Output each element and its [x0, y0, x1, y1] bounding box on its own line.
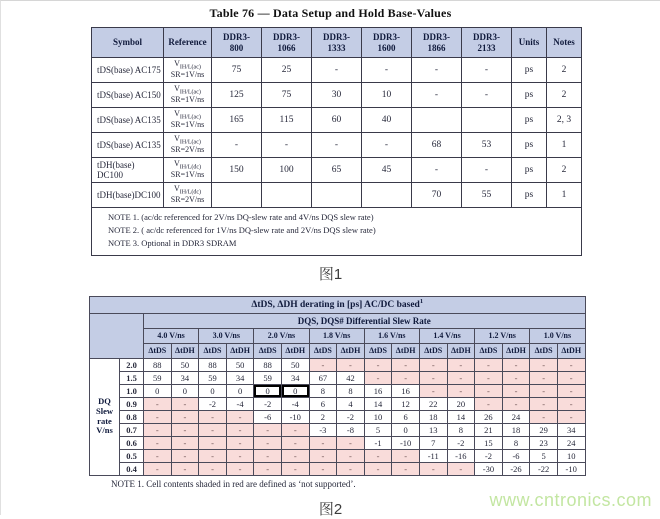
value-cell: - — [462, 158, 512, 183]
derating-value-cell: 24 — [502, 410, 530, 423]
not-supported-cell: - — [171, 462, 199, 475]
derating-value-cell: -10 — [392, 436, 420, 449]
column-header: DDR3- 1333 — [312, 28, 362, 58]
value-cell — [212, 183, 262, 208]
table1-row — [92, 158, 582, 183]
reference-voltage: $V_{IH/L(ac)}$ — [174, 59, 201, 71]
subcolumn-header: ΔtDH — [337, 343, 365, 358]
not-supported-cell: - — [144, 462, 172, 475]
table1-note-line: NOTE 3. Optional in DDR3 SDRAM — [108, 238, 237, 249]
column-header: DDR3- 800 — [212, 28, 262, 58]
derating-value-cell: 6 — [309, 397, 337, 410]
table2-subcolumns-row — [90, 343, 586, 358]
reference-cell — [164, 58, 212, 83]
not-supported-cell: - — [281, 462, 309, 475]
derating-value-cell: 16 — [392, 384, 420, 397]
table2-row — [90, 384, 586, 397]
subcolumn-header: ΔtDS — [254, 343, 282, 358]
not-supported-cell: - — [281, 436, 309, 449]
reference-slew-rate: SR=1V/ns — [170, 70, 205, 80]
not-supported-cell: - — [337, 449, 365, 462]
symbol-cell: tDS(base) AC135 — [92, 133, 164, 158]
not-supported-cell: - — [199, 436, 227, 449]
value-cell: 70 — [412, 183, 462, 208]
value-cell: 53 — [462, 133, 512, 158]
derating-value-cell: 4 — [337, 397, 365, 410]
column-header: DDR3- 2133 — [462, 28, 512, 58]
table1-title: Table 76 — Data Setup and Hold Base-Values — [209, 6, 452, 20]
value-cell — [412, 108, 462, 133]
derating-value-cell: -2 — [337, 410, 365, 423]
reference-voltage: $V_{IH/L(ac)}$ — [174, 84, 201, 96]
not-supported-cell: - — [502, 384, 530, 397]
derating-value-cell: -4 — [226, 397, 254, 410]
derating-value-cell: 34 — [226, 371, 254, 384]
table1-note-line: NOTE 1. (ac/dc referenced for 2V/ns DQ-slew rate and 4V/ns DQS slew rate) — [108, 212, 374, 222]
units-cell: ps — [512, 183, 547, 208]
slew-rate-column-header: 4.0 V/ns — [144, 328, 199, 343]
derating-value-cell: -16 — [447, 449, 475, 462]
derating-value-cell: -6 — [254, 410, 282, 423]
not-supported-cell: - — [254, 462, 282, 475]
derating-value-cell: 50 — [171, 358, 199, 371]
table1 — [91, 27, 582, 256]
not-supported-cell: - — [144, 449, 172, 462]
figure1-caption: 图1 — [318, 265, 343, 283]
column-header: Notes — [547, 28, 582, 58]
value-cell: 40 — [362, 108, 412, 133]
subcolumn-header: ΔtDS — [475, 343, 503, 358]
value-cell: 60 — [312, 108, 362, 133]
table2-title-superscript: 1 — [419, 298, 424, 306]
derating-value-cell: 8 — [309, 384, 337, 397]
notes-ref-cell: 2, 3 — [547, 108, 582, 133]
symbol-cell: tDS(base) AC150 — [92, 83, 164, 108]
derating-value-cell: -2 — [199, 397, 227, 410]
reference-voltage: $V_{IH/L(dc)}$ — [173, 184, 202, 196]
highlighted-derating-cell: 0 — [281, 384, 309, 397]
derating-value-cell: 26 — [475, 410, 503, 423]
dq-slew-rate-label: DQ Slew rate V/ns — [90, 358, 120, 475]
derating-value-cell: 0 — [392, 423, 420, 436]
column-header: DDR3- 1866 — [412, 28, 462, 58]
not-supported-cell: - — [309, 436, 337, 449]
derating-value-cell: 24 — [557, 436, 585, 449]
value-cell: 115 — [262, 108, 312, 133]
not-supported-cell: - — [475, 371, 503, 384]
table1-row — [92, 83, 582, 108]
subcolumn-header: ΔtDH — [502, 343, 530, 358]
not-supported-cell: - — [199, 449, 227, 462]
derating-value-cell: 88 — [199, 358, 227, 371]
slew-rate-column-header: 1.8 V/ns — [309, 328, 364, 343]
table2-corner-cell — [90, 313, 144, 358]
derating-value-cell: 0 — [199, 384, 227, 397]
not-supported-cell: - — [557, 384, 585, 397]
subcolumn-header: ΔtDH — [557, 343, 585, 358]
column-header: Units — [512, 28, 547, 58]
not-supported-cell: - — [364, 462, 392, 475]
not-supported-cell: - — [392, 449, 420, 462]
derating-value-cell: 34 — [171, 371, 199, 384]
not-supported-cell: - — [199, 462, 227, 475]
value-cell: 125 — [212, 83, 262, 108]
value-cell: 10 — [362, 83, 412, 108]
not-supported-cell: - — [530, 371, 558, 384]
derating-value-cell: 34 — [281, 371, 309, 384]
notes-ref-cell: 2 — [547, 158, 582, 183]
table2-row — [90, 371, 586, 384]
derating-value-cell: 59 — [144, 371, 172, 384]
derating-value-cell: 2 — [309, 410, 337, 423]
derating-value-cell: -8 — [337, 423, 365, 436]
reference-voltage: $V_{IH/L(ac)}$ — [174, 134, 201, 146]
value-cell: 30 — [312, 83, 362, 108]
derating-value-cell: 18 — [419, 410, 447, 423]
value-cell: - — [212, 133, 262, 158]
not-supported-cell: - — [226, 410, 254, 423]
derating-value-cell: 18 — [502, 423, 530, 436]
dq-slew-rate-value: 1.0 — [120, 384, 144, 397]
dq-slew-rate-value: 2.0 — [120, 358, 144, 371]
not-supported-cell: - — [171, 449, 199, 462]
subcolumn-header: ΔtDS — [419, 343, 447, 358]
table1-notes — [92, 208, 582, 256]
symbol-cell: tDS(base) AC175 — [92, 58, 164, 83]
derating-value-cell: 0 — [171, 384, 199, 397]
notes-ref-cell: 1 — [547, 133, 582, 158]
derating-value-cell: -6 — [502, 449, 530, 462]
derating-value-cell: 50 — [281, 358, 309, 371]
symbol-cell: tDH(base) DC100 — [92, 158, 164, 183]
derating-value-cell: 0 — [144, 384, 172, 397]
not-supported-cell: - — [475, 358, 503, 371]
derating-value-cell: 6 — [392, 410, 420, 423]
not-supported-cell: - — [557, 397, 585, 410]
figure2-caption: 图2 — [318, 500, 343, 518]
not-supported-cell: - — [337, 462, 365, 475]
derating-value-cell: 22 — [419, 397, 447, 410]
reference-cell — [164, 158, 212, 183]
derating-value-cell: 5 — [364, 423, 392, 436]
derating-value-cell: -2 — [254, 397, 282, 410]
not-supported-cell: - — [226, 423, 254, 436]
not-supported-cell: - — [226, 449, 254, 462]
not-supported-cell: - — [530, 384, 558, 397]
units-cell: ps — [512, 108, 547, 133]
derating-value-cell: 59 — [254, 371, 282, 384]
not-supported-cell: - — [309, 449, 337, 462]
derating-value-cell: 50 — [226, 358, 254, 371]
not-supported-cell: - — [447, 358, 475, 371]
symbol-cell: tDS(base) AC135 — [92, 108, 164, 133]
derating-value-cell: -30 — [475, 462, 503, 475]
reference-slew-rate: SR=1V/ns — [170, 120, 205, 130]
units-cell: ps — [512, 133, 547, 158]
value-cell — [262, 183, 312, 208]
symbol-cell: tDH(base)DC100 — [92, 183, 164, 208]
dq-slew-rate-value: 0.8 — [120, 410, 144, 423]
not-supported-cell: - — [392, 371, 420, 384]
subcolumn-header: ΔtDH — [171, 343, 199, 358]
derating-value-cell: 14 — [447, 410, 475, 423]
derating-value-cell: 42 — [337, 371, 365, 384]
slew-rate-column-header: 3.0 V/ns — [199, 328, 254, 343]
table2-title-text: ΔtDS, ΔDH derating in [ps] AC/DC based — [251, 300, 420, 311]
value-cell: 55 — [462, 183, 512, 208]
not-supported-cell: - — [419, 358, 447, 371]
value-cell — [362, 183, 412, 208]
table1-row — [92, 133, 582, 158]
table1-row — [92, 183, 582, 208]
slew-rate-column-header: 2.0 V/ns — [254, 328, 309, 343]
value-cell: - — [412, 58, 462, 83]
table2-row — [90, 423, 586, 436]
not-supported-cell: - — [226, 462, 254, 475]
derating-value-cell: 10 — [557, 449, 585, 462]
reference-cell — [164, 133, 212, 158]
value-cell: 68 — [412, 133, 462, 158]
table2-row — [90, 397, 586, 410]
table2-row — [90, 410, 586, 423]
derating-value-cell: 16 — [364, 384, 392, 397]
not-supported-cell: - — [557, 371, 585, 384]
subcolumn-header: ΔtDS — [364, 343, 392, 358]
table1-note-line: NOTE 2. ( ac/dc referenced for 1V/ns DQ-slew rate and 2V/ns DQS slew rate) — [108, 225, 376, 236]
not-supported-cell: - — [419, 462, 447, 475]
derating-value-cell: 10 — [364, 410, 392, 423]
not-supported-cell: - — [364, 358, 392, 371]
not-supported-cell: - — [171, 410, 199, 423]
not-supported-cell: - — [364, 371, 392, 384]
units-cell: ps — [512, 158, 547, 183]
table1-row — [92, 108, 582, 133]
not-supported-cell: - — [502, 358, 530, 371]
not-supported-cell: - — [530, 358, 558, 371]
dq-slew-rate-value: 0.7 — [120, 423, 144, 436]
derating-value-cell: 59 — [199, 371, 227, 384]
not-supported-cell: - — [475, 384, 503, 397]
not-supported-cell: - — [502, 371, 530, 384]
value-cell: 100 — [262, 158, 312, 183]
subcolumn-header: ΔtDH — [447, 343, 475, 358]
subcolumn-header: ΔtDH — [281, 343, 309, 358]
value-cell: 165 — [212, 108, 262, 133]
value-cell: 75 — [212, 58, 262, 83]
derating-value-cell: 8 — [447, 423, 475, 436]
not-supported-cell: - — [475, 397, 503, 410]
value-cell: - — [412, 158, 462, 183]
derating-value-cell: -2 — [475, 449, 503, 462]
derating-value-cell: 15 — [475, 436, 503, 449]
derating-value-cell: 7 — [419, 436, 447, 449]
reference-cell — [164, 83, 212, 108]
derating-value-cell: -2 — [447, 436, 475, 449]
not-supported-cell: - — [309, 358, 337, 371]
table2-row — [90, 358, 586, 371]
dq-slew-rate-value: 0.6 — [120, 436, 144, 449]
reference-voltage: $V_{IH/L(dc)}$ — [173, 159, 202, 171]
value-cell: 65 — [312, 158, 362, 183]
derating-value-cell: 88 — [144, 358, 172, 371]
derating-value-cell: -4 — [281, 397, 309, 410]
subcolumn-header: ΔtDH — [226, 343, 254, 358]
not-supported-cell: - — [364, 449, 392, 462]
table1-header-row — [92, 28, 582, 58]
reference-voltage: $V_{IH/L(ac)}$ — [174, 109, 201, 121]
not-supported-cell: - — [254, 423, 282, 436]
table2-row — [90, 462, 586, 475]
not-supported-cell: - — [447, 371, 475, 384]
value-cell: - — [462, 83, 512, 108]
table2-group-header-row — [90, 313, 586, 328]
dq-slew-rate-value: 1.5 — [120, 371, 144, 384]
slew-rate-column-header: 1.2 V/ns — [475, 328, 530, 343]
dq-slew-rate-value: 0.5 — [120, 449, 144, 462]
derating-value-cell: -26 — [502, 462, 530, 475]
not-supported-cell: - — [254, 436, 282, 449]
reference-slew-rate: SR=1V/ns — [170, 95, 205, 105]
not-supported-cell: - — [557, 358, 585, 371]
value-cell: - — [312, 58, 362, 83]
column-header: Symbol — [92, 28, 164, 58]
not-supported-cell: - — [144, 436, 172, 449]
derating-value-cell: 23 — [530, 436, 558, 449]
value-cell: - — [412, 83, 462, 108]
derating-value-cell: 8 — [337, 384, 365, 397]
column-header: DDR3- 1600 — [362, 28, 412, 58]
derating-value-cell: 14 — [364, 397, 392, 410]
value-cell: - — [462, 58, 512, 83]
table2-title-row — [90, 296, 586, 313]
reference-cell — [164, 183, 212, 208]
value-cell: - — [362, 58, 412, 83]
not-supported-cell: - — [530, 410, 558, 423]
value-cell — [312, 183, 362, 208]
table2-slew-columns-row — [90, 328, 586, 343]
not-supported-cell: - — [447, 384, 475, 397]
units-cell: ps — [512, 83, 547, 108]
not-supported-cell: - — [254, 449, 282, 462]
derating-value-cell: -1 — [364, 436, 392, 449]
value-cell — [462, 108, 512, 133]
not-supported-cell: - — [392, 358, 420, 371]
watermark: www.cntronics.com — [489, 490, 652, 510]
reference-slew-rate: SR=1V/ns — [170, 170, 205, 180]
not-supported-cell: - — [309, 462, 337, 475]
derating-value-cell: -3 — [309, 423, 337, 436]
units-cell: ps — [512, 58, 547, 83]
not-supported-cell: - — [337, 436, 365, 449]
table2-row — [90, 436, 586, 449]
subcolumn-header: ΔtDS — [144, 343, 172, 358]
column-header: DDR3- 1066 — [262, 28, 312, 58]
reference-slew-rate: SR=2V/ns — [170, 195, 205, 205]
derating-value-cell: 34 — [557, 423, 585, 436]
value-cell: 75 — [262, 83, 312, 108]
not-supported-cell: - — [419, 371, 447, 384]
not-supported-cell: - — [530, 397, 558, 410]
not-supported-cell: - — [281, 423, 309, 436]
derating-value-cell: 12 — [392, 397, 420, 410]
value-cell: - — [262, 133, 312, 158]
notes-ref-cell: 1 — [547, 183, 582, 208]
not-supported-cell: - — [502, 397, 530, 410]
not-supported-cell: - — [144, 397, 172, 410]
not-supported-cell: - — [419, 384, 447, 397]
column-header: Reference — [164, 28, 212, 58]
table1-notes-row — [92, 208, 582, 256]
subcolumn-header: ΔtDS — [309, 343, 337, 358]
derating-value-cell: 67 — [309, 371, 337, 384]
slew-rate-column-header: 1.6 V/ns — [364, 328, 419, 343]
subcolumn-header: ΔtDS — [199, 343, 227, 358]
table2 — [89, 296, 586, 476]
subcolumn-header: ΔtDS — [530, 343, 558, 358]
value-cell: 25 — [262, 58, 312, 83]
value-cell: 150 — [212, 158, 262, 183]
not-supported-cell: - — [557, 410, 585, 423]
table1-row — [92, 58, 582, 83]
derating-value-cell: 13 — [419, 423, 447, 436]
value-cell: - — [312, 133, 362, 158]
highlighted-derating-cell: 0 — [254, 384, 282, 397]
not-supported-cell: - — [171, 423, 199, 436]
derating-value-cell: -22 — [530, 462, 558, 475]
table2-note: NOTE 1. Cell contents shaded in red are defined as ‘not supported’. — [111, 478, 356, 489]
dq-slew-rate-value: 0.9 — [120, 397, 144, 410]
not-supported-cell: - — [144, 410, 172, 423]
derating-value-cell: -11 — [419, 449, 447, 462]
not-supported-cell: - — [281, 449, 309, 462]
value-cell: - — [362, 133, 412, 158]
reference-slew-rate: SR=2V/ns — [170, 145, 205, 155]
derating-value-cell: 29 — [530, 423, 558, 436]
derating-value-cell: -10 — [281, 410, 309, 423]
notes-ref-cell: 2 — [547, 83, 582, 108]
notes-ref-cell: 2 — [547, 58, 582, 83]
derating-value-cell: 5 — [530, 449, 558, 462]
subcolumn-header: ΔtDH — [392, 343, 420, 358]
slew-rate-column-header: 1.4 V/ns — [419, 328, 474, 343]
derating-value-cell: -10 — [557, 462, 585, 475]
derating-value-cell: 21 — [475, 423, 503, 436]
dqs-slew-rate-header: DQS, DQS# Differential Slew Rate — [144, 313, 586, 328]
table2-title — [90, 296, 586, 313]
derating-value-cell: 0 — [226, 384, 254, 397]
not-supported-cell: - — [392, 462, 420, 475]
not-supported-cell: - — [144, 423, 172, 436]
derating-value-cell: 88 — [254, 358, 282, 371]
not-supported-cell: - — [337, 358, 365, 371]
value-cell: 45 — [362, 158, 412, 183]
not-supported-cell: - — [447, 462, 475, 475]
dq-slew-rate-value: 0.4 — [120, 462, 144, 475]
slew-rate-column-header: 1.0 V/ns — [530, 328, 585, 343]
not-supported-cell: - — [171, 397, 199, 410]
not-supported-cell: - — [226, 436, 254, 449]
derating-value-cell: 20 — [447, 397, 475, 410]
table2-row — [90, 449, 586, 462]
derating-value-cell: 8 — [502, 436, 530, 449]
not-supported-cell: - — [199, 410, 227, 423]
reference-cell — [164, 108, 212, 133]
not-supported-cell: - — [171, 436, 199, 449]
not-supported-cell: - — [199, 423, 227, 436]
